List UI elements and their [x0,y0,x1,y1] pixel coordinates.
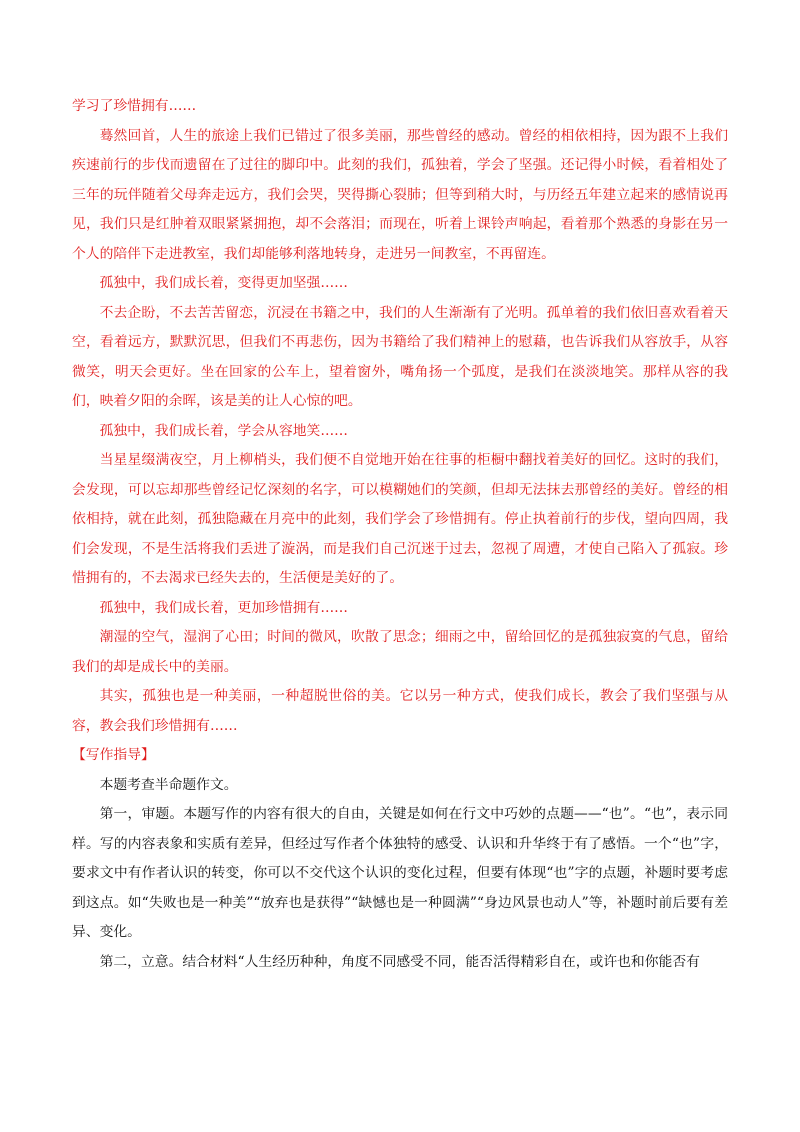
document-body [72,92,728,977]
essay-refrain-1: 孤独中，我们成长着，变得更加坚强…… [99,275,348,291]
essay-paragraph-4: 潮湿的空气，湿润了心田；时间的微风，吹散了思念；细雨之中，留给回忆的是孤独寂寞的气息，留给我们的却是成长中的美丽。 [72,629,728,675]
guidance-point-1: 第一，审题。本题写作的内容有很大的自由，关键是如何在行文中巧妙的点题——“也”。“也”，表示同样。写的内容表象和实质有差异，但经过写作者个体独特的感受、认识和升华终于有了感悟。一个“也”字，要求文中有作者认识的转变，你可以不交代这个认识的变化过程，但要有体现“也”字的点题，补题时要考虑到这点。如“失败也是一种美”“放弃也是获得”“缺憾也是一种圆满”“身边风景也动人”等，补题时前后要有差异、变化。 [72,806,728,940]
guidance-point-2: 第二，立意。结合材料“人生经历种种，角度不同感受不同，能否活得精彩自在，或许也和你能否有 [99,953,700,970]
essay-paragraph-5: 其实，孤独也是一种美丽，一种超脱世俗的美。它以另一种方式，使我们成长，教会了我们坚强与从容，教会我们珍惜拥有…… [72,688,728,734]
essay-refrain-2: 孤独中，我们成长着，学会从容地笑…… [99,422,348,439]
essay-paragraph-1: 蓦然回首，人生的旅途上我们已错过了很多美丽，那些曾经的感动。曾经的相依相持，因为跟不上我们疾速前行的步伐而遗留在了过往的脚印中。此刻的我们，孤独着，学会了坚强。还记得小时候，看着相处了三年的玩伴随着父母奔走远方，我们会哭，哭得撕心裂肺；但等到稍大时，与历经五年建立起来的感情说再见，我们只是红肿着双眼紧紧拥抱，却不会落泪；而现在，听着上课铃声响起，看着那个熟悉的身影在另一个人的陪伴下走进教室，我们却能够利落地转身，走进另一间教室，不再留连。 [72,127,728,262]
guidance-intro: 本题考查半命题作文。 [99,776,238,793]
essay-opening-line: 学习了珍惜拥有…… [72,98,197,114]
essay-paragraph-3: 当星星缀满夜空，月上柳梢头，我们便不自觉地开始在往事的柜橱中翻找着美好的回忆。这时的我们，会发现，可以忘却那些曾经记忆深刻的名字，可以模糊她们的笑颜，但却无法抹去那曾经的美好。曾经的相依相持，就在此刻，孤独隐藏在月亮中的此刻，我们学会了珍惜拥有。停止执着前行的步伐，望向四周，我们会发现，不是生活将我们丢进了漩涡，而是我们自己沉迷于过去，忽视了周遭，才使自己陷入了孤寂。珍惜拥有的，不去渴求已经失去的，生活便是美好的了。 [72,452,728,586]
essay-paragraph-2: 不去企盼，不去苦苦留恋，沉浸在书籍之中，我们的人生渐渐有了光明。孤单着的我们依旧喜欢看着天空，看着远方，默默沉思，但我们不再悲伤，因为书籍给了我们精神上的慰藉，也告诉我们从容放手，从容微笑，明天会更好。坐在回家的公车上，望着窗外，嘴角扬一个弧度，是我们在淡淡地笑。那样从容的我们，映着夕阳的余晖，该是美的让人心惊的吧。 [72,304,728,409]
essay-refrain-3: 孤独中，我们成长着，更加珍惜拥有…… [99,599,348,616]
guidance-heading: 【写作指导】 [72,747,155,763]
